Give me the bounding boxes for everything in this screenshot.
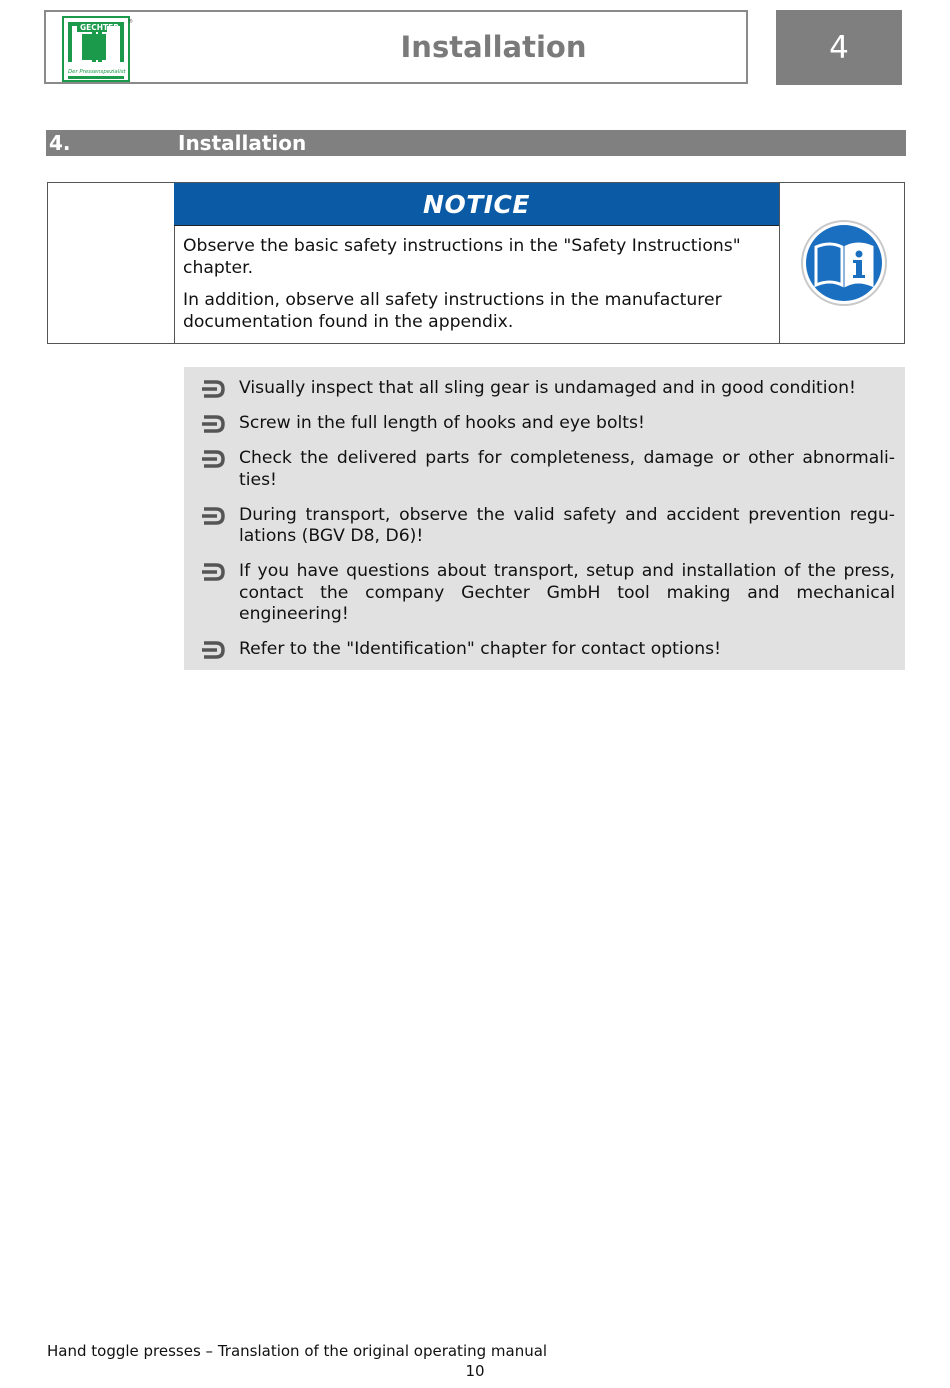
instruction-list [198, 378, 895, 674]
instruction-text: During transport, observe the valid safety and accident prevention regu-lations (BGV D8, D6)! [239, 504, 895, 546]
svg-text:GECHTER: GECHTER [80, 23, 120, 32]
instruction-item [198, 413, 895, 435]
notice-text [183, 235, 769, 343]
instruction-item [198, 639, 895, 661]
instruction-item [198, 561, 895, 626]
notice-banner: NOTICE [174, 183, 779, 226]
arrow-bullet-icon [200, 639, 226, 661]
instruction-box [184, 367, 905, 670]
instruction-item [198, 378, 895, 400]
arrow-bullet-icon [200, 413, 226, 435]
info-manual-icon [800, 219, 888, 307]
footer-text: Hand toggle presses – Translation of the original operating manual [47, 1342, 548, 1360]
instruction-item [198, 505, 895, 548]
svg-text:Der Pressenspezialist: Der Pressenspezialist [68, 69, 126, 75]
svg-text:®: ® [128, 19, 133, 25]
arrow-bullet-icon [200, 505, 226, 527]
notice-box [47, 182, 905, 344]
notice-icon-cell [779, 183, 904, 343]
instruction-text: If you have questions about transport, setup and installation of the press, contact the company Gechter GmbH tool making and mechanical engineering! [239, 561, 895, 624]
page-number: 10 [465, 1362, 485, 1380]
instruction-text: Visually inspect that all sling gear is undamaged and in good condition! [239, 378, 856, 398]
arrow-bullet-icon [200, 561, 226, 583]
notice-content-cell [174, 183, 779, 343]
section-heading [46, 130, 906, 156]
notice-paragraph: In addition, observe all safety instructions in the manufacturer documentation found in the appendix. [183, 290, 722, 332]
instruction-text: Check the delivered parts for completeness, damage or other abnormali-ties! [239, 448, 895, 490]
notice-paragraph: Observe the basic safety instructions in the "Safety Instructions" chapter. [183, 236, 741, 278]
section-number: 4. [49, 131, 71, 155]
section-title: Installation [178, 131, 307, 155]
instruction-text: Screw in the full length of hooks and eye bolts! [239, 413, 645, 433]
arrow-bullet-icon [200, 448, 226, 470]
header-title: Installation [400, 30, 587, 64]
notice-empty-cell [48, 183, 175, 343]
instruction-item [198, 448, 895, 491]
page-header [44, 10, 748, 84]
arrow-bullet-icon [200, 378, 226, 400]
instruction-text: Refer to the "Identification" chapter for contact options! [239, 639, 721, 659]
chapter-number: 4 [776, 10, 902, 85]
